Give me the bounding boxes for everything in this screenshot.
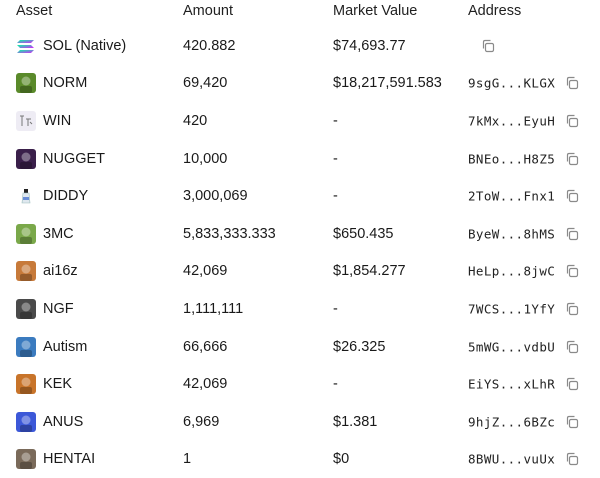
table-row[interactable] [0, 328, 600, 366]
ngf-token-icon [16, 299, 36, 319]
asset-market-value: - [333, 188, 338, 205]
asset-name: ai16z [43, 263, 78, 280]
table-row[interactable] [0, 403, 600, 441]
asset-name: SOL (Native) [43, 37, 127, 54]
asset-amount: 3,000,069 [183, 188, 248, 205]
asset-name: HENTAI [43, 451, 96, 468]
copy-address-icon[interactable] [565, 227, 579, 241]
asset-market-value: - [333, 150, 338, 167]
ai16z-token-icon [16, 261, 36, 281]
asset-amount: 10,000 [183, 150, 228, 167]
norm-token-icon [16, 73, 36, 93]
asset-address: EiYS...xLhR [468, 376, 556, 392]
diddy-token-icon [16, 186, 36, 206]
table-row[interactable] [0, 140, 600, 178]
copy-address-icon[interactable] [565, 377, 579, 391]
asset-address: 9hjZ...6BZc [468, 414, 556, 430]
column-header-address: Address [468, 3, 522, 19]
column-header-market-value: Market Value [333, 3, 418, 19]
asset-name: NORM [43, 75, 88, 92]
table-header [0, 0, 600, 26]
asset-name: NUGGET [43, 150, 106, 167]
copy-address-icon[interactable] [565, 76, 579, 90]
asset-amount: 6,969 [183, 413, 220, 430]
asset-address: 9sgG...KLGX [468, 75, 556, 91]
asset-market-value: $74,693.77 [333, 37, 406, 54]
nugget-token-icon [16, 149, 36, 169]
asset-amount: 420.882 [183, 37, 236, 54]
asset-amount: 1,111,111 [183, 300, 244, 317]
asset-address: 7kMx...EyuH [468, 113, 556, 129]
table-row[interactable] [0, 102, 600, 140]
column-header-amount: Amount [183, 3, 233, 19]
asset-address: BNEo...H8Z5 [468, 151, 556, 167]
column-header-asset: Asset [16, 3, 53, 19]
table-row[interactable] [0, 441, 600, 478]
asset-market-value: $650.435 [333, 225, 394, 242]
asset-address: 8BWU...vuUx [468, 451, 556, 467]
asset-market-value: $1.381 [333, 413, 378, 430]
copy-address-icon[interactable] [565, 340, 579, 354]
asset-name: DIDDY [43, 188, 89, 205]
asset-name: KEK [43, 376, 73, 393]
table-row[interactable] [0, 177, 600, 215]
table-row[interactable] [0, 365, 600, 403]
asset-amount: 69,420 [183, 75, 228, 92]
table-row[interactable] [0, 253, 600, 291]
copy-address-icon[interactable] [565, 264, 579, 278]
asset-amount: 66,666 [183, 338, 228, 355]
copy-address-icon[interactable] [565, 114, 579, 128]
asset-market-value: - [333, 376, 338, 393]
asset-address: 7WCS...1YfY [468, 301, 556, 317]
asset-market-value: - [333, 112, 338, 129]
asset-amount: 5,833,333.333 [183, 225, 276, 242]
solana-logo-icon [16, 36, 36, 56]
copy-address-icon[interactable] [565, 302, 579, 316]
asset-amount: 42,069 [183, 376, 228, 393]
asset-address: ByeW...8hMS [468, 226, 556, 242]
copy-address-icon[interactable] [565, 452, 579, 466]
copy-address-icon[interactable] [481, 39, 495, 53]
asset-market-value: - [333, 300, 338, 317]
asset-name: NGF [43, 300, 74, 317]
copy-address-icon[interactable] [565, 152, 579, 166]
asset-address: HeLp...8jwC [468, 263, 556, 279]
asset-market-value: $0 [333, 451, 350, 468]
asset-amount: 1 [183, 451, 192, 468]
asset-name: Autism [43, 338, 88, 355]
win-token-icon [16, 111, 36, 131]
asset-address: 5mWG...vdbU [468, 339, 556, 355]
asset-name: 3MC [43, 225, 74, 242]
asset-market-value: $26.325 [333, 338, 386, 355]
table-row[interactable] [0, 215, 600, 253]
table-row[interactable] [0, 290, 600, 328]
table-row[interactable] [0, 65, 600, 103]
hentai-token-icon [16, 449, 36, 469]
asset-market-value: $18,217,591.583 [333, 75, 442, 92]
asset-address: 2ToW...Fnx1 [468, 188, 556, 204]
asset-name: WIN [43, 112, 72, 129]
asset-amount: 420 [183, 112, 208, 129]
anus-token-icon [16, 412, 36, 432]
3mc-token-icon [16, 224, 36, 244]
asset-market-value: $1,854.277 [333, 263, 406, 280]
asset-amount: 42,069 [183, 263, 228, 280]
table-row[interactable] [0, 27, 600, 65]
kek-token-icon [16, 374, 36, 394]
asset-name: ANUS [43, 413, 84, 430]
copy-address-icon[interactable] [565, 189, 579, 203]
copy-address-icon[interactable] [565, 415, 579, 429]
autism-token-icon [16, 337, 36, 357]
